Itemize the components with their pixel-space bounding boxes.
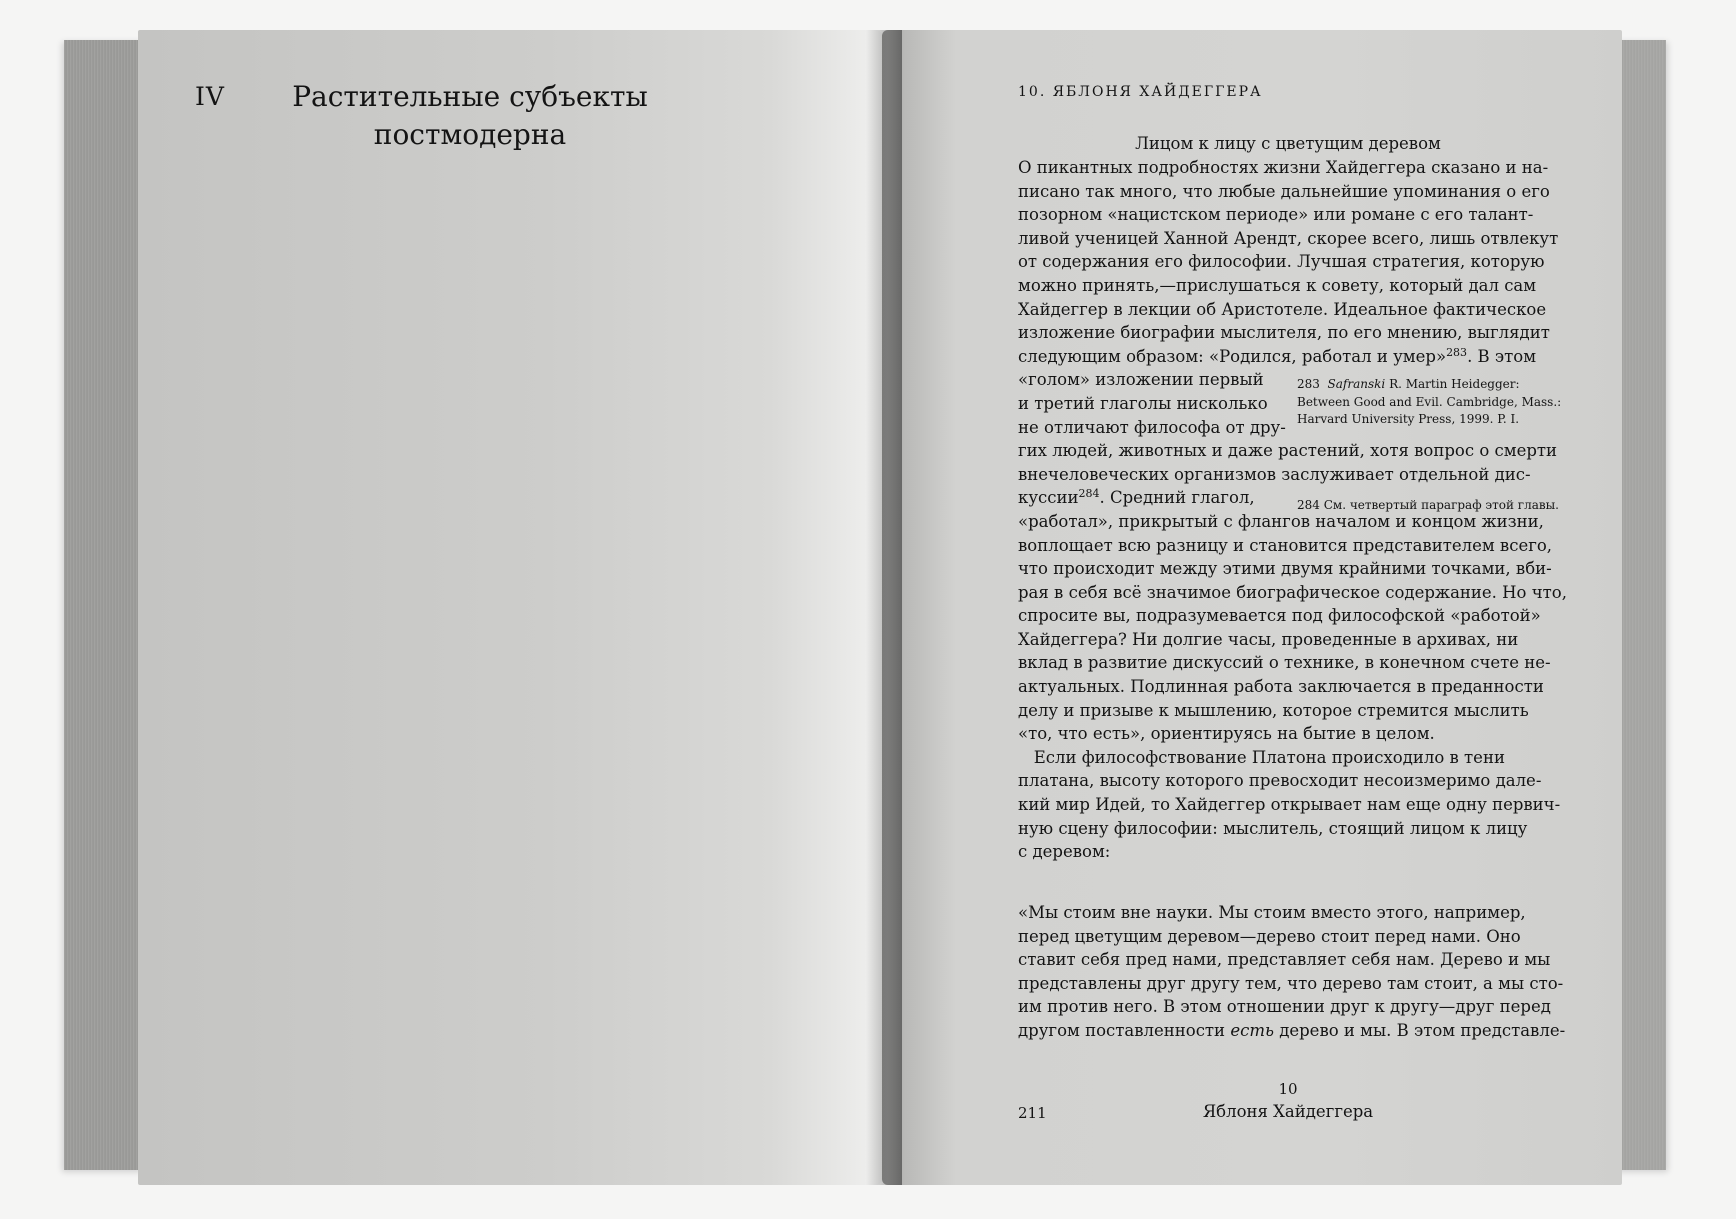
left-page bbox=[138, 30, 882, 1185]
text-line: О пикантных подробностях жизни Хайдеггера сказано и на- bbox=[1018, 158, 1549, 177]
page-number: 211 bbox=[1018, 1104, 1047, 1122]
text-line: кий мир Идей, то Хайдеггер открывает нам еще одну первич- bbox=[1018, 795, 1561, 815]
text-line: ную сцену философии: мыслитель, стоящий лицом к лицу bbox=[1018, 818, 1528, 838]
left-page-edges bbox=[64, 40, 144, 1170]
text-fragment: следующим образом: «Родился, работал и умер» bbox=[1018, 346, 1447, 366]
text-fragment: . Средний глагол, bbox=[1099, 488, 1255, 508]
quote-line: ставит себя пред нами, представляет себя нам. Дерево и мы bbox=[1018, 950, 1551, 970]
footnote-line bbox=[1297, 376, 1561, 394]
text-line: Хайдеггер в лекции об Аристотеле. Идеальное фактическое bbox=[1018, 299, 1547, 319]
spine-shadow bbox=[866, 30, 902, 1185]
block-quote bbox=[1018, 901, 1566, 1043]
footnote-ref-284: 284 bbox=[1078, 487, 1100, 501]
part-title-line: постмодерна bbox=[373, 118, 567, 151]
text-line: Хайдеггера? Ни долгие часы, проведенные в архивах, ни bbox=[1018, 629, 1519, 649]
text-fragment: дерево и мы. В этом представле- bbox=[1273, 1020, 1566, 1040]
text-line: рая в себя всё значимое биографическое содержание. Но что, bbox=[1018, 582, 1567, 602]
text-line: «то, что есть», ориентируясь на бытие в целом. bbox=[1018, 724, 1435, 744]
text-line bbox=[1018, 345, 1558, 369]
text-fragment: куссии bbox=[1018, 488, 1079, 508]
footnote-284: 284 См. четвертый параграф этой главы. bbox=[1297, 498, 1559, 512]
footnote-number: 283 bbox=[1297, 377, 1320, 391]
text-line: ливой ученицей Ханной Арендт, скорее всего, лишь отвлекут bbox=[1018, 228, 1559, 248]
text-line: что происходит между этими двумя крайними точками, вби- bbox=[1018, 559, 1552, 579]
footnote-author: Safranski bbox=[1327, 377, 1386, 391]
footer-chapter-number: 10 bbox=[1278, 1080, 1298, 1098]
quote-line bbox=[1018, 1019, 1566, 1043]
section-title: Лицом к лицу с цветущим деревом bbox=[1135, 134, 1441, 153]
footnote-283 bbox=[1297, 376, 1561, 429]
text-line: не отличают философа от дру- bbox=[1018, 417, 1286, 437]
quote-line: перед цветущим деревом—дерево стоит перед нами. Оно bbox=[1018, 926, 1521, 946]
footnote-line: Harvard University Press, 1999. P. I. bbox=[1297, 412, 1520, 426]
text-line: спросите вы, подразумевается под философской «работой» bbox=[1018, 606, 1541, 626]
quote-line: «Мы стоим вне науки. Мы стоим вместо этого, например, bbox=[1018, 903, 1526, 922]
text-line: от содержания его философии. Лучшая стратегия, которую bbox=[1018, 252, 1545, 272]
footnote-ref-283: 283 bbox=[1446, 345, 1468, 359]
text-line: с деревом: bbox=[1018, 842, 1111, 862]
text-line: воплощает всю разницу и становится представителем всего, bbox=[1018, 535, 1553, 555]
quote-line: представлены друг другу тем, что дерево там стоит, а мы сто- bbox=[1018, 973, 1564, 993]
text-line: гих людей, животных и даже растений, хотя вопрос о смерти bbox=[1018, 441, 1558, 461]
text-fragment: . В этом bbox=[1467, 346, 1537, 366]
part-number: IV bbox=[195, 82, 225, 111]
footnote-line: Between Good and Evil. Cambridge, Mass.: bbox=[1297, 394, 1562, 409]
running-head: 10. ЯБЛОНЯ ХАЙДЕГГЕРА bbox=[1018, 84, 1263, 100]
italic-word: есть bbox=[1230, 1020, 1274, 1040]
text-line: платана, высоту которого превосходит несоизмеримо дале- bbox=[1018, 771, 1542, 791]
text-line: внечеловеческих организмов заслуживает отдельной дис- bbox=[1018, 464, 1531, 484]
text-line: изложение биографии мыслителя, по его мнению, выглядит bbox=[1018, 323, 1550, 343]
text-line: Если философствование Платона происходило в тени bbox=[1018, 747, 1505, 767]
text-line: писано так много, что любые дальнейшие упоминания о его bbox=[1018, 181, 1550, 201]
footer-chapter-name: Яблоня Хайдеггера bbox=[1202, 1102, 1374, 1121]
text-line: можно принять,—прислушаться к совету, который дал сам bbox=[1018, 275, 1537, 295]
part-title bbox=[280, 78, 660, 154]
text-line: делу и призыве к мышлению, которое стремится мыслить bbox=[1018, 700, 1529, 720]
text-line: актуальных. Подлинная работа заключается в преданности bbox=[1018, 677, 1544, 697]
text-line: и третий глаголы нисколько bbox=[1018, 393, 1268, 413]
text-line: «работал», прикрытый с флангов началом и концом жизни, bbox=[1018, 511, 1544, 531]
text-line: позорном «нацистском периоде» или романе с его талант- bbox=[1018, 205, 1534, 225]
text-line: «голом» изложении первый bbox=[1018, 370, 1264, 390]
part-title-line: Растительные субъекты bbox=[292, 80, 648, 113]
text-fragment: R. Martin Heidegger: bbox=[1385, 377, 1520, 391]
quote-line: им против него. В этом отношении друг к другу—друг перед bbox=[1018, 997, 1551, 1017]
text-line: вклад в развитие дискуссий о технике, в конечном счете не- bbox=[1018, 653, 1551, 673]
text-fragment: другом поставленности bbox=[1018, 1020, 1231, 1040]
